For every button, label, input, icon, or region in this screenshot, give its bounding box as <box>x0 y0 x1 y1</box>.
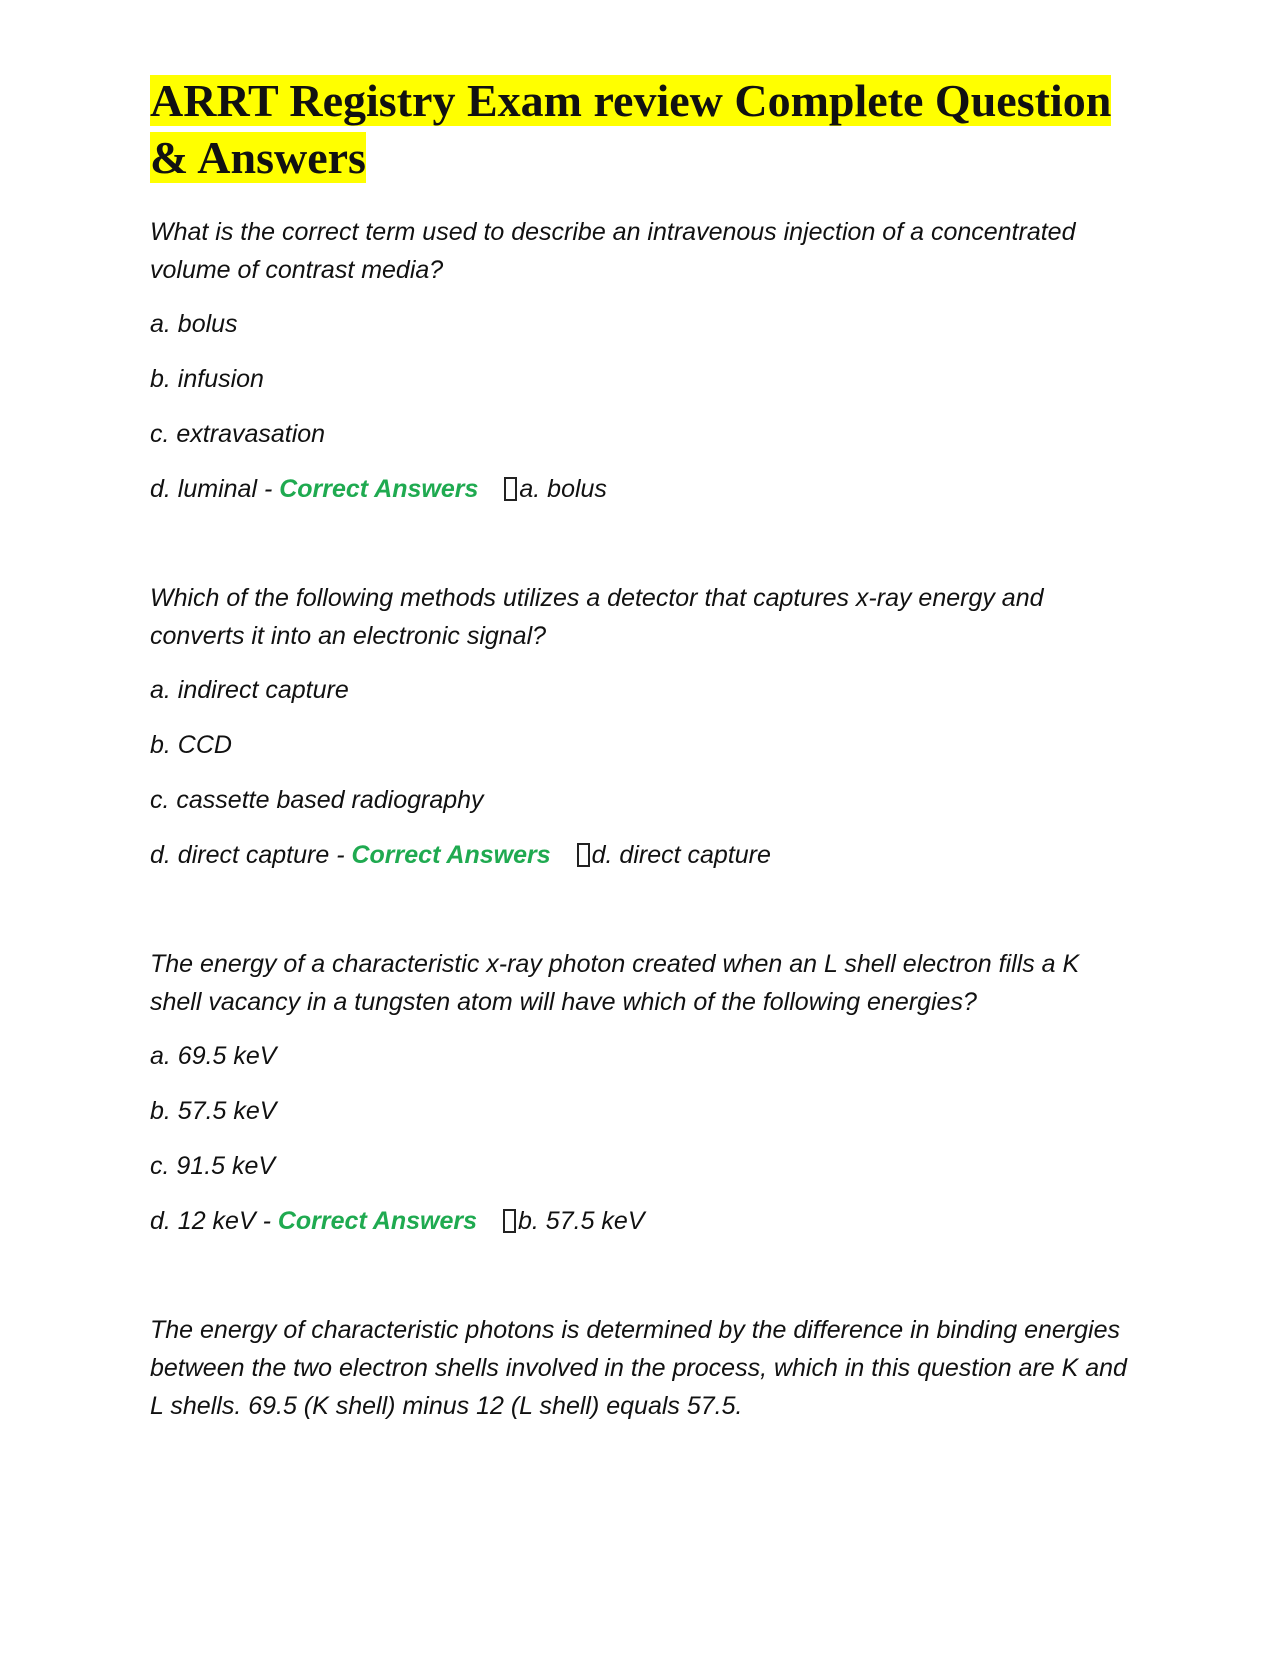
document-page <box>150 72 1130 1425</box>
question-text: The energy of a characteristic x-ray photon created when an L shell electron fills a K shell vacancy in a tungsten atom will have which of the following energies? <box>150 950 1080 1016</box>
option-d-with-answer <box>150 836 1130 874</box>
checkbox-icon <box>503 1209 516 1233</box>
correct-answers-label: Correct Answers <box>351 841 551 869</box>
option-b: b. infusion <box>150 365 264 393</box>
answer-text: d. direct capture <box>591 841 771 869</box>
title-highlight: ARRT Registry Exam review Complete Question & Answers <box>150 75 1112 183</box>
option-d-with-answer <box>150 1202 1130 1240</box>
option-b: b. 57.5 keV <box>150 1097 277 1125</box>
explanation-text: The energy of characteristic photons is determined by the difference in binding energies between the two electron shells involved in the process, which in this question are K and L shells. 69.5 (K shell) minus 12 (L shell) equals 57.5. <box>150 1316 1127 1420</box>
question-block-2 <box>150 579 1130 874</box>
answer-text: b. 57.5 keV <box>518 1207 645 1235</box>
option-d: d. direct capture - <box>150 841 352 869</box>
option-d-with-answer <box>150 470 1130 508</box>
document-title <box>150 72 1130 186</box>
option-d: d. luminal - <box>150 475 280 503</box>
question-block-3 <box>150 945 1130 1240</box>
option-d: d. 12 keV - <box>150 1207 278 1235</box>
option-a: a. indirect capture <box>150 676 349 704</box>
checkbox-icon <box>504 477 517 501</box>
question-text: Which of the following methods utilizes a detector that captures x-ray energy and converts it into an electronic signal? <box>150 584 1044 650</box>
checkbox-icon <box>577 843 590 867</box>
option-c: c. cassette based radiography <box>150 786 484 814</box>
correct-answers-label: Correct Answers <box>277 1207 478 1235</box>
option-a: a. bolus <box>150 310 238 338</box>
option-c: c. 91.5 keV <box>150 1152 276 1180</box>
correct-answers-label: Correct Answers <box>279 475 479 503</box>
question-block-1 <box>150 213 1130 508</box>
answer-text: a. bolus <box>519 475 607 503</box>
option-a: a. 69.5 keV <box>150 1042 277 1070</box>
question-text: What is the correct term used to describe an intravenous injection of a concentrated volume of contrast media? <box>150 218 1076 284</box>
option-b: b. CCD <box>150 731 232 759</box>
option-c: c. extravasation <box>150 420 326 448</box>
